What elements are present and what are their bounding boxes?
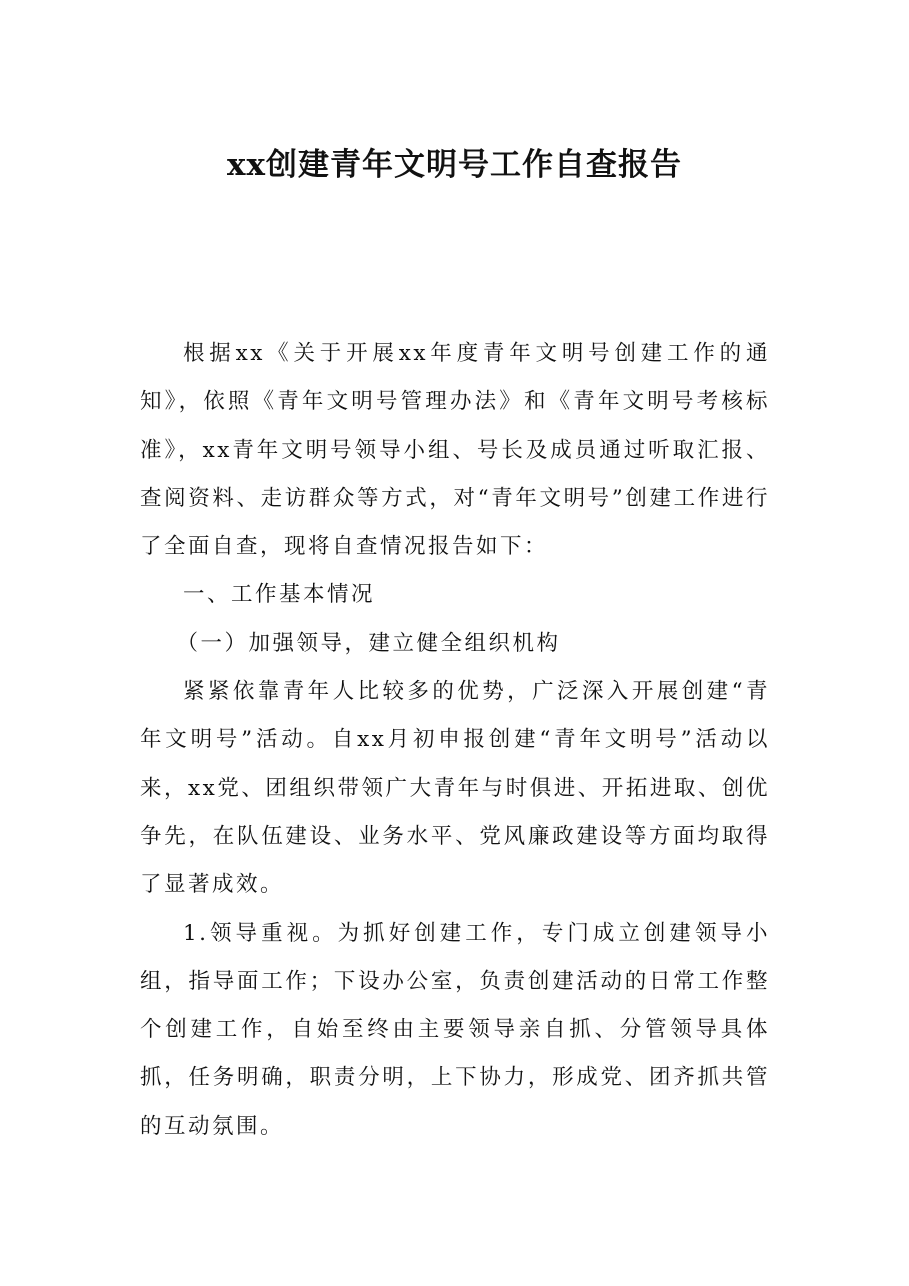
body-paragraph: 1.领导重视。为抓好创建工作，专门成立创建领导小组，指导面工作；下设办公室，负责创建活动的日常工作整个创建工作，自始至终由主要领导亲自抓、分管领导具体抓，任务明确，职责分明，上下协力，形成党、团齐抓共管的互动氛围。 (140, 920, 770, 1139)
intro-paragraph: 根据xx《关于开展xx年度青年文明号创建工作的通知》，依照《青年文明号管理办法》和《青年文明号考核标准》，xx青年文明号领导小组、号长及成员通过听取汇报、查阅资料、走访群众等方式，对“青年文明号”创建工作进行了全面自查，现将自查情况报告如下： (140, 341, 770, 560)
document-title: xx创建青年文明号工作自查报告 (227, 147, 682, 183)
document-body (140, 330, 770, 1151)
subsection-heading: （一）加强领导，建立健全组织机构 (176, 630, 561, 656)
section-heading: 一、工作基本情况 (183, 582, 376, 608)
body-paragraph: 紧紧依靠青年人比较多的优势，广泛深入开展创建“青年文明号”活动。自xx月初申报创建“青年文明号”活动以来，xx党、团组织带领广大青年与时俱进、开拓进取、创优争先，在队伍建设、业务水平、党风廉政建设等方面均取得了显著成效。 (140, 679, 770, 898)
